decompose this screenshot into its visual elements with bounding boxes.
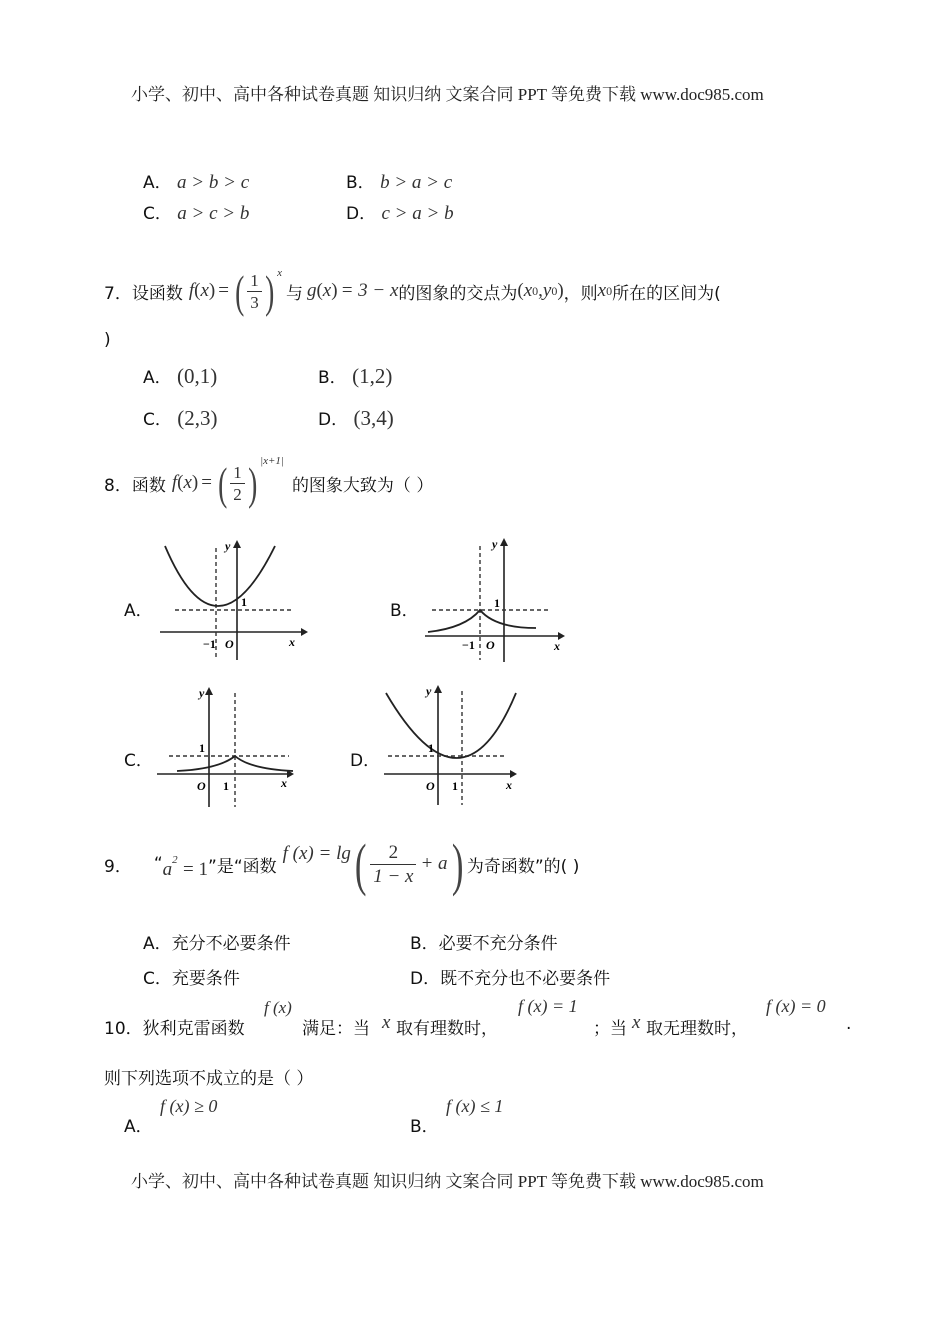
q10-line2: 则下列选项不成立的是（ ） <box>104 1069 314 1089</box>
q6-option-d-label: D． <box>346 204 377 224</box>
q6-option-d <box>346 199 454 225</box>
q6-option-a <box>143 168 249 194</box>
q9-option-d <box>410 964 610 989</box>
graph-a-x-arrow <box>301 628 308 636</box>
q9-a: a <box>162 859 173 880</box>
q7-option-c-val: (2,3) <box>177 406 218 430</box>
q7-g: g <box>306 280 317 301</box>
q7-exponent: x <box>277 267 282 279</box>
graph-b-one: 1 <box>494 596 500 610</box>
graph-d-curve <box>386 693 516 758</box>
q7-option-d-val: (3,4) <box>353 406 394 430</box>
graph-b-curve <box>428 610 536 632</box>
q8-graph-a <box>155 538 310 663</box>
q9-option-b-label: B． <box>410 934 439 954</box>
q8-option-c-label: C． <box>124 751 153 771</box>
q7-option-b <box>318 363 392 389</box>
q8-option-d-label: D． <box>350 751 381 771</box>
q8-fx-arg: x <box>183 472 192 493</box>
graph-a-origin: O <box>225 637 234 651</box>
graph-c-one: 1 <box>199 741 205 755</box>
q7-option-a-label: A． <box>143 368 172 388</box>
q9-option-b <box>410 929 558 954</box>
q7-y0: y <box>542 280 552 301</box>
q7-and: 与 <box>285 283 303 304</box>
graph-d-one: 1 <box>428 741 434 755</box>
q10-number: 10．狄利克雷函数 <box>104 1019 245 1039</box>
q8-number: 8．函数 <box>104 475 166 496</box>
q9-option-c <box>143 964 240 989</box>
q7-option-c <box>143 405 218 431</box>
q6-option-d-expr: c > a > b <box>381 203 454 224</box>
q9-fraction <box>370 843 416 886</box>
graph-d-x-label: x <box>506 778 512 792</box>
q7-option-b-label: B． <box>318 368 347 388</box>
q7-denominator: 3 <box>250 292 259 312</box>
q10-text-when: ；当 <box>593 1019 627 1039</box>
graph-a-neg1: −1 <box>203 637 216 651</box>
q7-option-d-label: D． <box>318 410 349 430</box>
graph-a-one: 1 <box>241 595 247 609</box>
q9-eq-one: = 1 <box>183 859 209 880</box>
graph-b-x-label: x <box>554 639 560 653</box>
q7-x0-again: x <box>597 280 607 301</box>
q7-y0-sub: 0 <box>551 283 558 298</box>
q10-text-satisfy: 满足：当 <box>302 1019 370 1039</box>
q9-fx: f (x) = lg <box>282 843 351 864</box>
q9-text-odd: 为奇函数”的( ) <box>466 856 580 877</box>
q6-option-c-label: C． <box>143 204 172 224</box>
graph-d-x-arrow <box>510 770 517 778</box>
q7-comma: , <box>538 280 543 301</box>
q10-option-b-expr: f (x) ≤ 1 <box>446 1096 504 1116</box>
q8-text: 的图象大致为（ ） <box>291 475 434 496</box>
graph-a-x-label: x <box>289 635 295 649</box>
q7-fx-arg: x <box>200 280 209 301</box>
q7-close-paren: ) <box>104 330 111 350</box>
q7-number: 7．设函数 <box>104 283 183 304</box>
graph-b-origin: O <box>486 638 495 652</box>
graph-c-y-arrow <box>205 687 213 695</box>
q7-option-c-label: C． <box>143 410 172 430</box>
q10-f-equals-0: f (x) = 0 <box>766 996 826 1016</box>
q8-graph-c <box>155 685 300 810</box>
q8-graph-d <box>382 683 527 808</box>
q8-denominator: 2 <box>233 484 242 504</box>
q9-text-function: ”是“函数 <box>208 856 277 877</box>
q10-text-irrational: 取无理数时， <box>646 1019 748 1039</box>
q6-option-a-label: A． <box>143 173 172 193</box>
q10-option-a-expr: f (x) ≥ 0 <box>160 1096 218 1116</box>
q10-period: . <box>846 1014 852 1034</box>
q9-option-a <box>143 929 291 954</box>
graph-a-y-arrow <box>233 540 241 548</box>
q10-fx: f (x) <box>264 998 292 1017</box>
q6-option-c-expr: a > c > b <box>177 203 250 224</box>
graph-b-neg1: −1 <box>462 638 475 652</box>
graph-c-y-label: y <box>199 686 205 700</box>
q9-left-quote: “ <box>153 854 163 874</box>
page-header: 小学、初中、高中各种试卷真题 知识归纳 文案合同 PPT 等免费下载 www.doc985.com <box>131 85 764 104</box>
q8-eq: = <box>201 472 212 493</box>
q9-option-a-text: 充分不必要条件 <box>171 934 291 954</box>
q7-option-d <box>318 405 394 431</box>
q8-fraction <box>230 464 245 503</box>
q9-denominator: 1 − x <box>373 865 414 887</box>
q6-option-b-label: B． <box>346 173 375 193</box>
q7-numerator: 1 <box>247 272 262 292</box>
q8-numerator: 1 <box>230 464 245 484</box>
q8-option-a-label: A． <box>124 601 153 621</box>
q7-text-interval: 所在的区间为( <box>612 283 721 304</box>
q9-option-c-label: C． <box>143 969 172 989</box>
graph-c-x-label: x <box>281 776 287 790</box>
q9-option-c-text: 充要条件 <box>171 969 240 989</box>
graph-c-one-x: 1 <box>223 779 229 793</box>
q7-option-b-val: (1,2) <box>352 364 393 388</box>
q10-option-b-label: B． <box>410 1117 439 1137</box>
q7-f: f <box>188 280 195 301</box>
q9-square: 2 <box>172 854 178 866</box>
q8-graph-b <box>420 536 570 664</box>
graph-d-y-arrow <box>434 685 442 693</box>
q10-f-equals-1: f (x) = 1 <box>518 996 578 1016</box>
q8-stem: 8．函数 f ( x ) = ( $\frac{1}{2}$ ) |x+1| 的图象大致为（ ） <box>104 455 434 509</box>
q6-option-a-expr: a > b > c <box>177 172 250 193</box>
q7-stem: 7．设函数 f ( x ) = ( $\frac{1}{3}$ ) x 与 g ( x ) = 3 − x 的图象的交点为 ( x 0 , y 0 ) ，则 x 0 所在的区间为( <box>104 265 721 317</box>
graph-b-y-arrow <box>500 538 508 546</box>
q9-numerator: 2 <box>370 843 416 865</box>
graph-c-origin: O <box>197 779 206 793</box>
q10-option-a-label: A． <box>124 1117 153 1137</box>
q7-option-a <box>143 363 217 389</box>
q6-option-b <box>346 168 452 194</box>
q7-text-then: ，则 <box>563 283 598 304</box>
q8-exponent: |x+1| <box>260 455 284 467</box>
q6-option-b-expr: b > a > c <box>380 172 453 193</box>
graph-d-one-x: 1 <box>452 779 458 793</box>
page-footer: 小学、初中、高中各种试卷真题 知识归纳 文案合同 PPT 等免费下载 www.doc985.com <box>131 1172 764 1191</box>
q9-option-d-text: 既不充分也不必要条件 <box>440 969 611 989</box>
q9-option-d-label: D． <box>410 969 441 989</box>
q8-option-b-label: B． <box>390 601 419 621</box>
q10-x-irrational: x <box>632 1012 641 1033</box>
graph-d-y-label: y <box>426 684 432 698</box>
q7-x0-sub: 0 <box>532 283 539 298</box>
q7-g-expr: = 3 − x <box>340 280 399 301</box>
q7-eq: = <box>218 280 229 301</box>
q7-x0-again-sub: 0 <box>606 283 613 298</box>
q9-option-b-text: 必要不充分条件 <box>438 934 558 954</box>
q10-x-rational: x <box>382 1012 391 1033</box>
q7-text-intersection: 的图象的交点为 <box>398 283 518 304</box>
q7-fraction <box>247 272 262 311</box>
q9-number: 9． <box>104 856 132 877</box>
graph-a-y-label: y <box>225 539 231 553</box>
graph-a-curve <box>165 546 275 606</box>
q9-stem: 9． “ $a^2 = 1$ ”是“函数 f (x) = lg ( $\frac{2}{1 - x}$ + a ) 为奇函数”的( ) <box>104 831 580 897</box>
q7-option-a-val: (0,1) <box>177 364 218 388</box>
q8-f: f <box>171 472 178 493</box>
graph-b-y-label: y <box>492 537 498 551</box>
q9-option-a-label: A． <box>143 934 172 954</box>
graph-d-origin: O <box>426 779 435 793</box>
q7-x0: x <box>523 280 533 301</box>
q6-option-c <box>143 199 249 225</box>
q10-text-rational: 取有理数时， <box>396 1019 498 1039</box>
q9-plus-a: + a <box>420 853 448 874</box>
